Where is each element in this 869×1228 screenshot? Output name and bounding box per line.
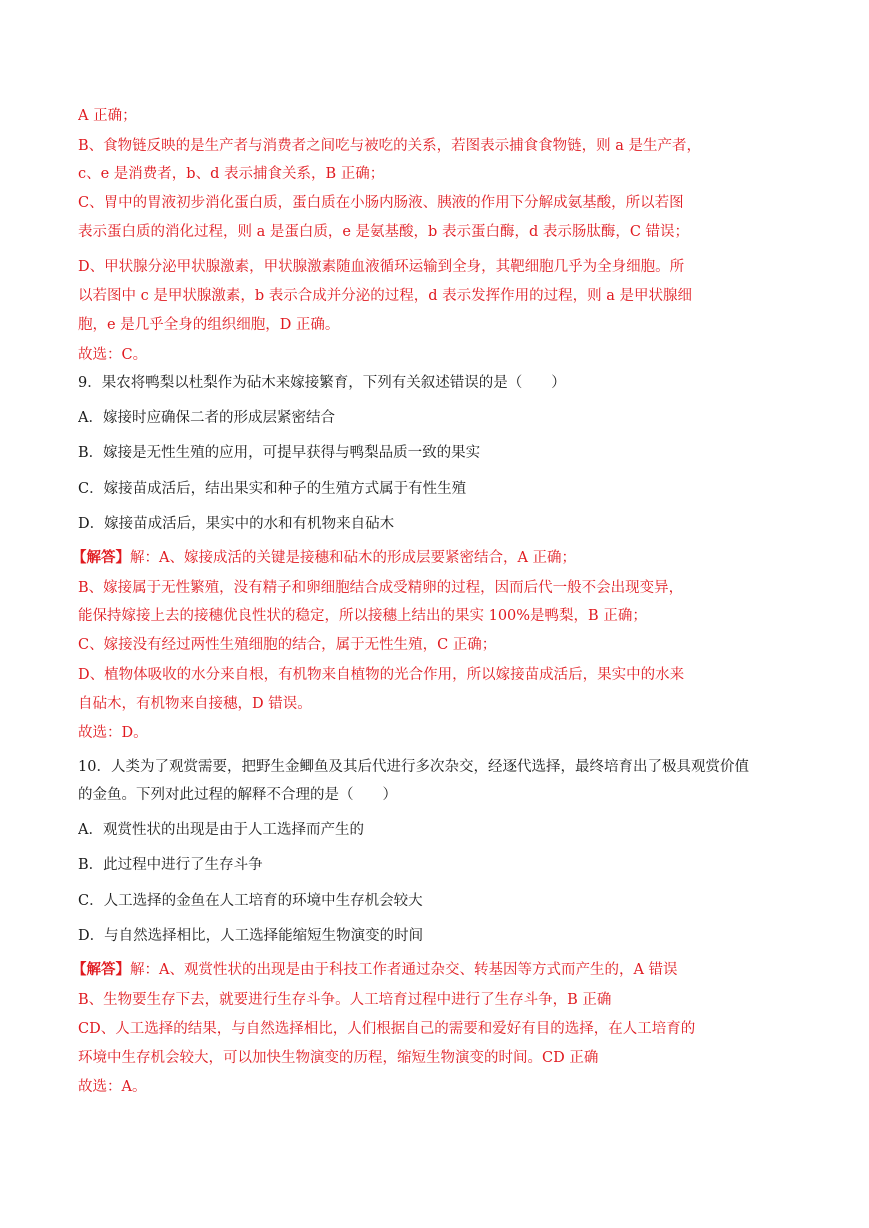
prev-answer-line: 以若图中 c 是甲状腺激素，b 表示合成并分泌的过程，d 表示发挥作用的过程，则 a 是甲状腺细 <box>78 288 692 304</box>
question-10-option-d: D．与自然选择相比，人工选择能缩短生物演变的时间 <box>78 928 424 944</box>
question-9-answer-line: 自砧木，有机物来自接穗，D 错误。 <box>78 696 312 712</box>
question-9-option-a: A．嫁接时应确保二者的形成层紧密结合 <box>78 410 335 426</box>
question-9-answer-first <box>72 548 788 568</box>
question-10-option-a: A．观赏性状的出现是由于人工选择而产生的 <box>78 822 364 838</box>
prev-answer-line: D、甲状腺分泌甲状腺激素，甲状腺激素随血液循环运输到全身，其靶细胞几乎为全身细胞。所 <box>78 259 685 275</box>
question-9-option-d: D．嫁接苗成活后，果实中的水和有机物来自砧木 <box>78 516 395 532</box>
question-9-answer-line: B、嫁接属于无性繁殖，没有精子和卵细胞结合成受精卵的过程，因而后代一般不会出现变异， <box>78 580 684 596</box>
question-10-option-b: B．此过程中进行了生存斗争 <box>78 857 263 873</box>
question-10-answer-first <box>72 960 788 980</box>
answer-tag: 【解答】 <box>72 549 130 566</box>
answer-tag: 【解答】 <box>72 961 130 978</box>
prev-answer-line: 胞，e 是几乎全身的组织细胞，D 正确。 <box>78 317 340 333</box>
prev-answer-conclusion: 故选：C。 <box>78 347 148 363</box>
prev-answer-line: A 正确； <box>78 108 137 124</box>
question-9-option-c: C．嫁接苗成活后，结出果实和种子的生殖方式属于有性生殖 <box>78 481 467 497</box>
question-10-option-c: C．人工选择的金鱼在人工培育的环境中生存机会较大 <box>78 893 423 909</box>
question-9-answer-line: 能保持嫁接上去的接穗优良性状的稳定，所以接穗上结出的果实 100%是鸭梨，B 正确； <box>78 608 647 624</box>
answer-text: 解：A、观赏性状的出现是由于科技工作者通过杂交、转基因等方式而产生的，A 错误 <box>130 962 678 978</box>
question-10-stem: 的金鱼。下列对此过程的解释不合理的是（ ） <box>78 787 397 803</box>
question-9-answer-line: D、植物体吸收的水分来自根，有机物来自植物的光合作用，所以嫁接苗成活后，果实中的水来 <box>78 667 685 683</box>
prev-answer-line: C、胃中的胃液初步消化蛋白质，蛋白质在小肠内肠液、胰液的作用下分解成氨基酸，所以若图 <box>78 195 684 211</box>
question-10-conclusion: 故选：A。 <box>78 1079 147 1095</box>
question-9-option-b: B．嫁接是无性生殖的应用，可提早获得与鸭梨品质一致的果实 <box>78 445 481 461</box>
prev-answer-line: 表示蛋白质的消化过程，则 a 是蛋白质，e 是氨基酸，b 表示蛋白酶，d 表示肠肽酶，C 错误； <box>78 224 690 240</box>
question-10-answer-line: 环境中生存机会较大，可以加快生物演变的历程，缩短生物演变的时间。CD 正确 <box>78 1050 599 1066</box>
answer-text: 解：A、嫁接成活的关键是接穗和砧木的形成层要紧密结合，A 正确； <box>130 550 577 566</box>
prev-answer-line: c、e 是消费者，b、d 表示捕食关系，B 正确； <box>78 166 385 182</box>
question-9-stem: 9．果农将鸭梨以杜梨作为砧木来嫁接繁育，下列有关叙述错误的是（ ） <box>78 375 566 391</box>
question-9-conclusion: 故选：D。 <box>78 725 148 741</box>
question-9-answer-line: C、嫁接没有经过两性生殖细胞的结合，属于无性生殖，C 正确； <box>78 637 497 653</box>
question-10-answer-line: B、生物要生存下去，就要进行生存斗争。人工培育过程中进行了生存斗争，B 正确 <box>78 992 612 1008</box>
prev-answer-line: B、食物链反映的是生产者与消费者之间吃与被吃的关系，若图表示捕食食物链，则 a 是生产者， <box>78 138 702 154</box>
question-10-answer-line: CD、人工选择的结果，与自然选择相比，人们根据自己的需要和爱好有目的选择，在人工培育的 <box>78 1021 696 1037</box>
question-10-stem: 10．人类为了观赏需要，把野生金鲫鱼及其后代进行多次杂交，经逐代选择，最终培育出了极具观赏价值 <box>78 759 749 775</box>
